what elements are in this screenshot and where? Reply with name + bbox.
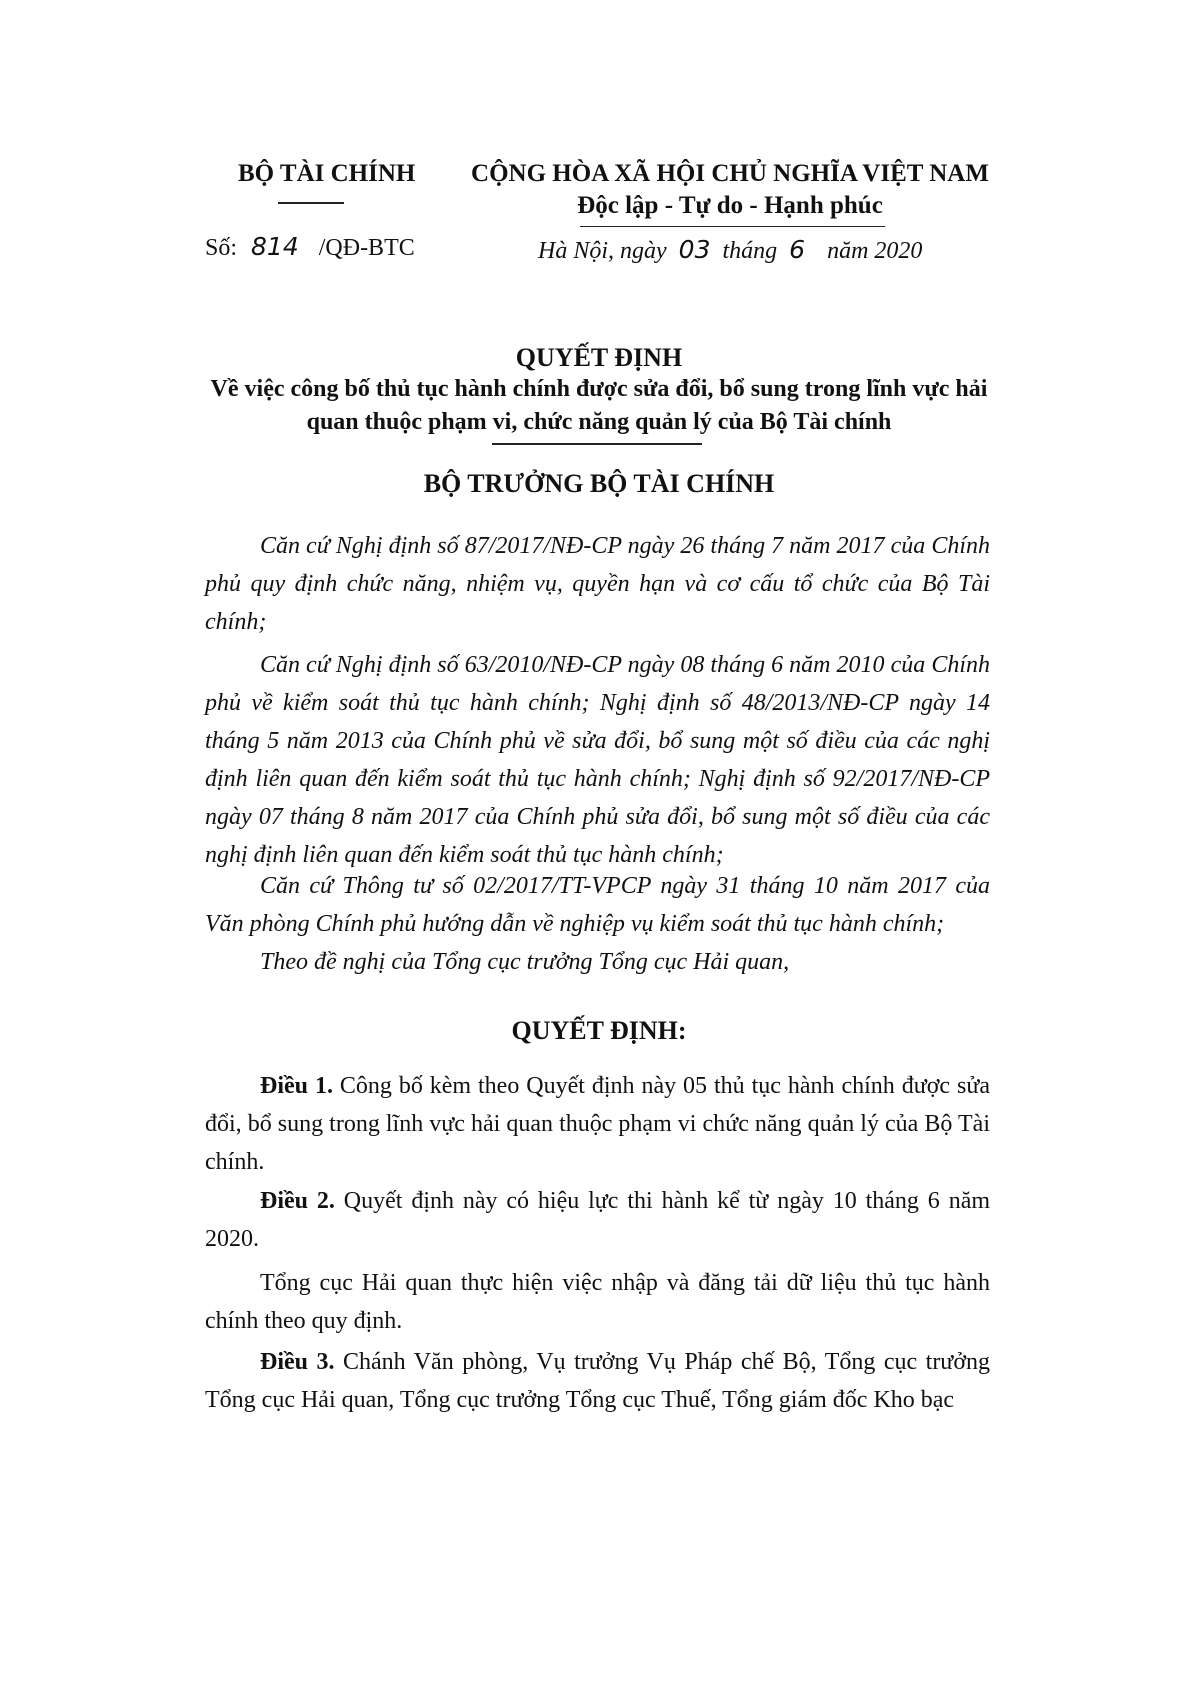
date-prefix: Hà Nội, ngày [538, 238, 667, 264]
agency-name: BỘ TÀI CHÍNH [238, 160, 416, 187]
number-label: Số: [205, 235, 238, 261]
article-2-label: Điều 2. [260, 1188, 335, 1214]
agency-underline [278, 202, 344, 204]
preamble-paragraph-3: Căn cứ Thông tư số 02/2017/TT-VPCP ngày 31 tháng 10 năm 2017 của Văn phòng Chính phủ hướng dẫn về nghiệp vụ kiểm soát thủ tục hành chính; [205, 873, 990, 937]
article-1 [205, 1067, 990, 1181]
document-number [205, 232, 415, 262]
article-1-text: Công bố kèm theo Quyết định này 05 thủ tục hành chính được sửa đổi, bổ sung trong lĩnh vực hải quan thuộc phạm vi chức năng quản lý của Bộ Tài chính. [205, 1073, 990, 1175]
motto-underline [580, 226, 885, 227]
article-3 [205, 1343, 990, 1419]
preamble-paragraph-4: Theo đề nghị của Tổng cục trưởng Tổng cục Hải quan, [260, 949, 790, 975]
article-3-label: Điều 3. [260, 1349, 335, 1375]
decision-title: QUYẾT ĐỊNH [515, 343, 683, 372]
authority-heading: BỘ TRƯỞNG BỘ TÀI CHÍNH [423, 469, 775, 498]
handwritten-day: 03 [678, 235, 711, 264]
article-2-text: Quyết định này có hiệu lực thi hành kể từ ngày 10 tháng 6 năm 2020. [205, 1188, 991, 1252]
national-motto: Độc lập - Tự do - Hạnh phúc [577, 192, 883, 219]
date-year: năm 2020 [827, 238, 923, 264]
article-2-continuation: Tổng cục Hải quan thực hiện việc nhập và đăng tải dữ liệu thủ tục hành chính theo quy định. [205, 1270, 990, 1334]
date-month-label: tháng [722, 238, 778, 264]
handwritten-number: 814 [251, 232, 299, 261]
article-2 [205, 1182, 990, 1258]
decision-subject-line-2: quan thuộc phạm vi, chức năng quản lý của Bộ Tài chính [306, 409, 892, 435]
preamble-paragraph-2: Căn cứ Nghị định số 63/2010/NĐ-CP ngày 08 tháng 6 năm 2010 của Chính phủ về kiểm soát thủ tục hành chính; Nghị định số 48/2013/NĐ-CP ngày 14 tháng 5 năm 2013 của Chính phủ về sửa đổi, bổ sung một số điều của các nghị định liên quan đến kiểm soát thủ tục hành chính; Nghị định số 92/2017/NĐ-CP ngày 07 tháng 8 năm 2017 của Chính phủ sửa đổi, bổ sung một số điều của các nghị định liên quan đến kiểm soát thủ tục hành chính; [205, 652, 990, 868]
subject-underline [492, 443, 702, 445]
article-3-text: Chánh Văn phòng, Vụ trưởng Vụ Pháp chế Bộ, Tổng cục trưởng Tổng cục Hải quan, Tổng cục trưởng Tổng cục Thuế, Tổng giám đốc Kho bạc [205, 1349, 991, 1413]
document-date [538, 235, 922, 265]
preamble-paragraph-1: Căn cứ Nghị định số 87/2017/NĐ-CP ngày 26 tháng 7 năm 2017 của Chính phủ quy định chức năng, nhiệm vụ, quyền hạn và cơ cấu tổ chức của Bộ Tài chính; [205, 533, 990, 635]
article-1-label: Điều 1. [260, 1073, 333, 1099]
decision-subject-line-1: Về việc công bố thủ tục hành chính được sửa đổi, bổ sung trong lĩnh vực hải [210, 376, 988, 402]
country-name: CỘNG HÒA XÃ HỘI CHỦ NGHĨA VIỆT NAM [471, 160, 989, 187]
number-suffix: /QĐ-BTC [318, 235, 415, 261]
decision-heading: QUYẾT ĐỊNH: [511, 1016, 687, 1045]
handwritten-month: 6 [789, 235, 806, 264]
